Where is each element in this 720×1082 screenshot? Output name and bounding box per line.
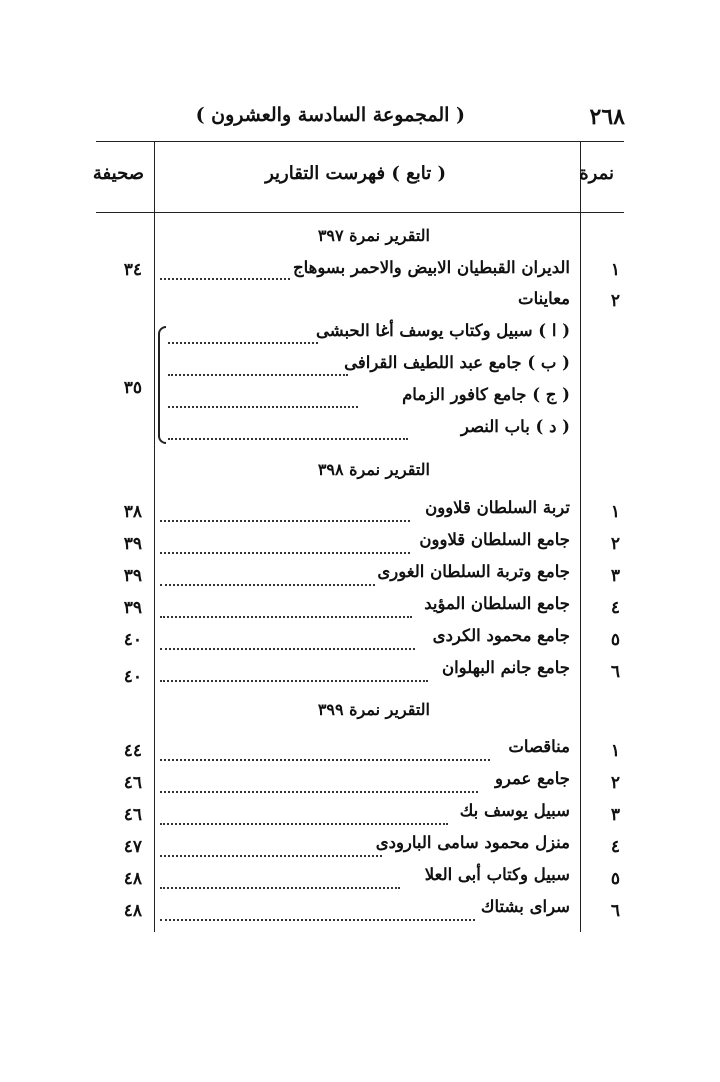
section-title-399: التقرير نمرة ٣٩٩ (317, 700, 430, 719)
leader-dots (160, 759, 490, 761)
entry-text: سبيل وكتاب أبى العلا (424, 865, 570, 884)
column-divider-left (154, 141, 155, 932)
header-page-col: صحيفة (92, 163, 144, 184)
entry-number: ٤ (610, 598, 620, 618)
entry-text: جامع محمود الكردى (432, 626, 570, 645)
entry-text: مناقصات (508, 737, 570, 756)
column-divider-right (580, 141, 581, 932)
leader-dots (160, 887, 400, 889)
entry-text: تربة السلطان قلاوون (425, 498, 570, 517)
entry-page: ٣٤ (123, 260, 142, 280)
entry-text: ( ا ) سبيل وكتاب يوسف أغا الحبشى (315, 321, 570, 340)
leader-dots (160, 552, 410, 554)
section-title-397: التقرير نمرة ٣٩٧ (317, 226, 430, 245)
entry-number: ١ (610, 502, 620, 522)
entry-text: الديران القبطيان الابيض والاحمر بسوهاج (292, 258, 570, 277)
entry-number: ٥ (610, 630, 620, 650)
leader-dots (160, 791, 478, 793)
entry-text: معاينات (518, 289, 570, 308)
leader-dots (160, 278, 290, 280)
entry-page: ٤٠ (123, 630, 142, 650)
entry-page: ٣٩ (123, 534, 142, 554)
entry-number: ٣ (610, 566, 620, 586)
leader-dots (160, 648, 415, 650)
entry-page: ٤٧ (123, 837, 142, 857)
entry-page-grouped: ٣٥ (123, 378, 142, 398)
header-bottom-rule (96, 212, 624, 213)
leader-dots (168, 406, 358, 408)
leader-dots (160, 584, 375, 586)
entry-page: ٤٨ (123, 869, 142, 889)
entry-text: سبيل يوسف بك (459, 801, 570, 820)
entry-text: جامع جانم البهلوان (441, 658, 570, 677)
header-top-rule (96, 141, 624, 142)
entry-number: ٤ (610, 837, 620, 857)
entry-number: ٢ (610, 291, 620, 311)
entry-text: ( ج ) جامع كافور الزمام (402, 385, 570, 404)
entry-text: جامع السلطان المؤيد (424, 594, 570, 613)
running-head: ( المجموعة السادسة والعشرون ) (195, 104, 465, 126)
entry-number: ٦ (610, 901, 620, 921)
entry-text: سراى بشتاك (480, 897, 570, 916)
header-number-col: نمرة (579, 163, 614, 184)
leader-dots (160, 680, 428, 682)
leader-dots (168, 438, 408, 440)
entry-text: منزل محمود سامى البارودى (375, 833, 570, 852)
entry-text: ( ب ) جامع عبد اللطيف القرافى (344, 353, 570, 372)
grouping-brace (158, 326, 166, 444)
entry-number: ٢ (610, 534, 620, 554)
entry-text: ( د ) باب النصر (460, 417, 570, 436)
leader-dots (160, 855, 382, 857)
section-title-398: التقرير نمرة ٣٩٨ (317, 460, 430, 479)
entry-number: ٦ (610, 662, 620, 682)
entry-page: ٤٤ (123, 741, 142, 761)
leader-dots (168, 374, 348, 376)
leader-dots (160, 616, 412, 618)
leader-dots (160, 919, 475, 921)
header-title-col: ( تابع ) فهرست التقارير (265, 163, 446, 184)
entry-page: ٣٩ (123, 598, 142, 618)
entry-number: ٣ (610, 805, 620, 825)
entry-page: ٣٨ (123, 502, 142, 522)
entry-number: ١ (610, 741, 620, 761)
entry-number: ٥ (610, 869, 620, 889)
entry-text: جامع عمرو (494, 769, 570, 788)
entry-number: ١ (610, 260, 620, 280)
entry-page: ٤٨ (123, 901, 142, 921)
entry-text: جامع السلطان قلاوون (419, 530, 570, 549)
leader-dots (160, 823, 448, 825)
page-number: ٢٦٨ (589, 104, 625, 130)
leader-dots (160, 520, 410, 522)
entry-page: ٤٠ (123, 667, 142, 687)
entry-number: ٢ (610, 773, 620, 793)
entry-page: ٤٦ (123, 805, 142, 825)
entry-page: ٣٩ (123, 566, 142, 586)
entry-page: ٤٦ (123, 773, 142, 793)
leader-dots (168, 342, 318, 344)
entry-text: جامع وتربة السلطان الغورى (377, 562, 570, 581)
